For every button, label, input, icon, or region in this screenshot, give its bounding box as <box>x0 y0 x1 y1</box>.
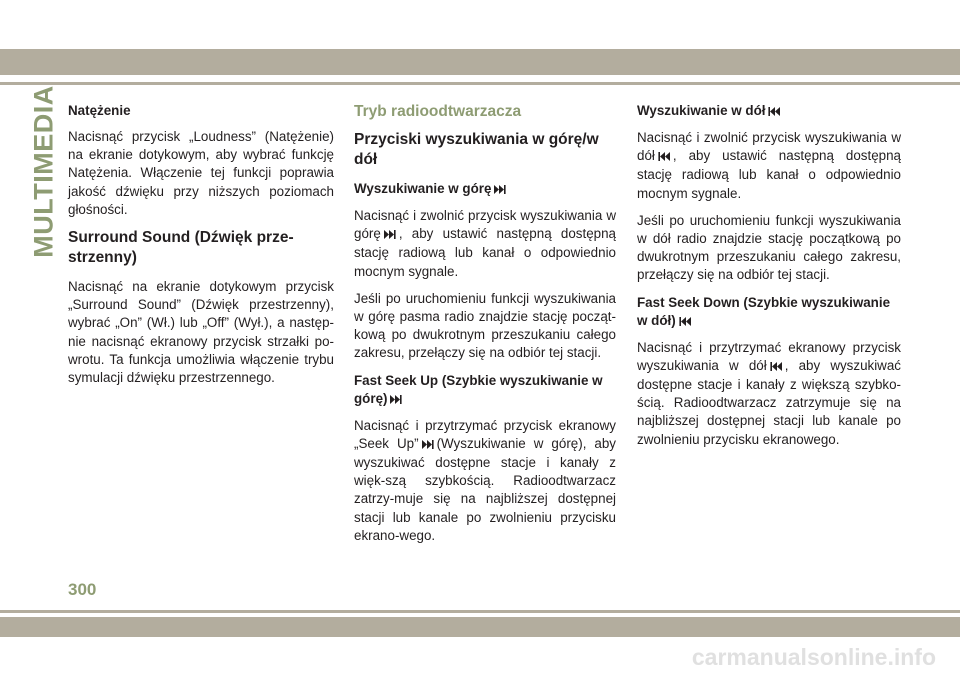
footer-rule <box>0 610 960 613</box>
page-number: 300 <box>68 580 97 599</box>
heading-fast-seek-up <box>354 372 616 409</box>
heading-fast-seek-up-text: Fast Seek Up (Szybkie wyszukiwanie w górę) <box>354 372 603 406</box>
heading-seek-down <box>637 102 901 121</box>
seek-back-icon <box>658 148 670 166</box>
header-rule <box>0 82 960 85</box>
seek-forward-icon <box>390 391 402 409</box>
top-band <box>0 0 960 49</box>
column-2 <box>354 98 616 554</box>
paragraph-fast-seek-up <box>354 417 616 545</box>
seek-back-icon <box>768 103 780 121</box>
paragraph-fast-seek-down-part-b: , aby wyszukiwać dostępne stacje i kanały z większą szybko-ścią. Radioodtwarzacz zatrzymuje się na najbliższej dostępnej stacji lub kanale po zwolnieniu przycisku ekranowego. <box>637 357 901 447</box>
paragraph-fast-seek-down <box>637 339 901 449</box>
heading-seek-up <box>354 180 616 199</box>
seek-forward-icon <box>384 226 396 244</box>
paragraph-seek-up-restart: Jeśli po uruchomieniu funkcji wyszukiwania w górę pasma radio znajdzie stację począt-kową po dwukrotnym przeszukaniu całego zakresu, przełączy się na odbiór tej stacji. <box>354 290 616 361</box>
heading-surround-sound: Surround Sound (Dźwięk prze-strzenny) <box>68 229 294 267</box>
heading-loudness: Natężenie <box>68 103 131 118</box>
seek-back-icon <box>770 358 782 376</box>
paragraph-fast-seek-up-part-b: (Wyszukiwanie w górę), aby wyszukiwać dostępne stacje i kanały z więk-szą szybkością. Radioodtwarzacz zatrzy-muje się na najbliższej dostępnej stacji lub kanale po zwolnieniu przycisku ekrano-wego. <box>354 435 617 543</box>
section-side-tab <box>24 84 64 258</box>
section-title-radio-mode: Tryb radioodtwarzacza <box>354 103 522 120</box>
heading-fast-seek-down <box>637 294 901 331</box>
column-3 <box>637 98 901 458</box>
paragraph-seek-down-restart: Jeśli po uruchomieniu funkcji wyszukiwania w dół radio znajdzie stację początkową po dwukrotnym przeszukaniu całego zakresu, przełączy się na odbiór tej stacji. <box>637 212 901 283</box>
heading-fast-seek-down-text: Fast Seek Down (Szybkie wyszukiwanie w dół) <box>637 294 891 328</box>
footer-bar <box>0 617 960 637</box>
section-side-tab-label: MULTIMEDIA <box>28 84 59 258</box>
heading-seek-down-text: Wyszukiwanie w dół <box>637 103 766 118</box>
paragraph-seek-down-part-a: Nacisnąć i zwolnić przycisk wyszukiwania w dół <box>637 130 901 164</box>
column-1 <box>68 98 334 396</box>
seek-forward-icon <box>422 436 434 454</box>
paragraph-seek-up <box>354 207 616 281</box>
paragraph-surround-sound: Nacisnąć na ekranie dotykowym przycisk „Surround Sound” (Dźwięk przestrzenny), wybrać „On” (Wł.) lub „Off” (Wył.), a następ-nie nacisnąć ekranowy przycisk strzałki po-wrotu. Ta funkcja umożliwia włączenie trybu symulacji dźwięku przestrzennego. <box>68 279 334 386</box>
paragraph-loudness: Nacisnąć przycisk „Loudness” (Natężenie) na ekranie dotykowym, aby wybrać funkcję Natężenia. Włączenie tej funkcji poprawia jakość dźwięku przy niższych poziomach głośności. <box>68 129 334 217</box>
seek-forward-icon <box>494 181 506 199</box>
paragraph-fast-seek-up-part-a: Nacisnąć i przytrzymać przycisk ekranowy „Seek Up” <box>354 417 616 451</box>
seek-back-icon <box>679 313 691 331</box>
heading-seek-buttons: Przyciski wyszukiwania w górę/w dół <box>354 131 599 168</box>
heading-seek-up-text: Wyszukiwanie w górę <box>354 181 492 196</box>
header-bar <box>0 49 960 75</box>
paragraph-seek-up-part-b: , aby ustawić następną dostępną stację radiową lub kanał o odpowiednio mocnym sygnale. <box>354 226 616 279</box>
paragraph-seek-down <box>637 129 901 203</box>
paragraph-fast-seek-down-part-a: Nacisnąć i przytrzymać ekranowy przycisk wyszukiwania w dół <box>637 339 901 373</box>
watermark: carmanualsonline.info <box>691 644 936 670</box>
paragraph-seek-up-part-a: Nacisnąć i zwolnić przycisk wyszukiwania w górę <box>354 208 616 242</box>
paragraph-seek-down-part-b: , aby ustawić następną dostępną stację radiową lub kanał o odpowiednio mocnym sygnale. <box>637 148 901 201</box>
